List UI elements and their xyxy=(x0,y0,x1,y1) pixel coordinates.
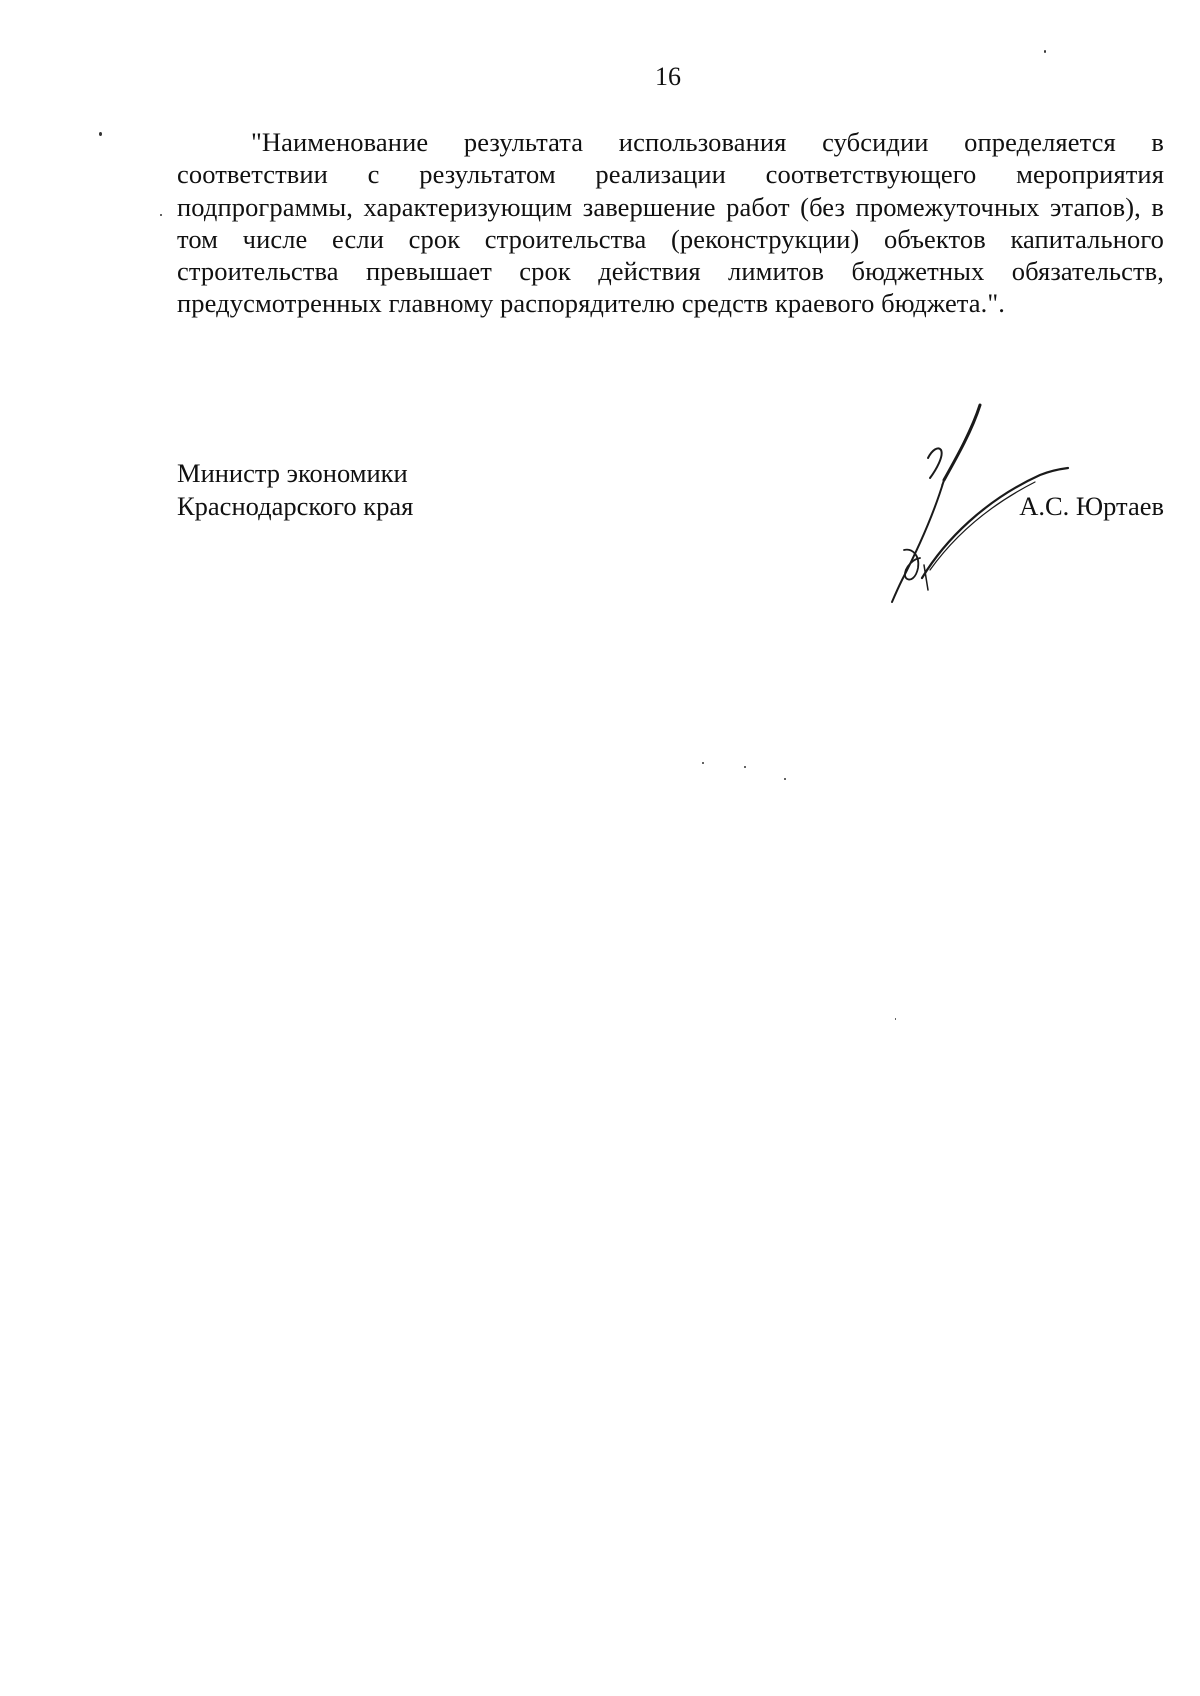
scan-speck xyxy=(99,132,102,136)
scan-speck xyxy=(702,762,704,764)
scan-speck xyxy=(744,766,746,768)
scan-speck xyxy=(895,1018,896,1020)
signatory-name: А.С. Юртаев xyxy=(1019,491,1164,521)
scan-speck xyxy=(1044,50,1046,53)
scan-speck xyxy=(784,778,786,780)
signatory-title-line-2: Краснодарского края xyxy=(177,491,414,521)
signatory-title-line-1: Министр экономики xyxy=(177,458,408,488)
signatory-title xyxy=(177,457,413,523)
scan-speck xyxy=(160,214,162,216)
page-number: 16 xyxy=(655,62,681,91)
body-paragraph: "Наименование результата использования субсидии определяется в соответствии с результатом реализации соответствующего мероприятия подпрограммы, характеризующим завершение работ (без промежуточных этапов), в том числе если срок строительства (реконструкции) объектов капитального строительства превышает срок действия лимитов бюджетных обязательств, предусмотренных главному распорядителю средств краевого бюджета.". xyxy=(177,127,1164,319)
